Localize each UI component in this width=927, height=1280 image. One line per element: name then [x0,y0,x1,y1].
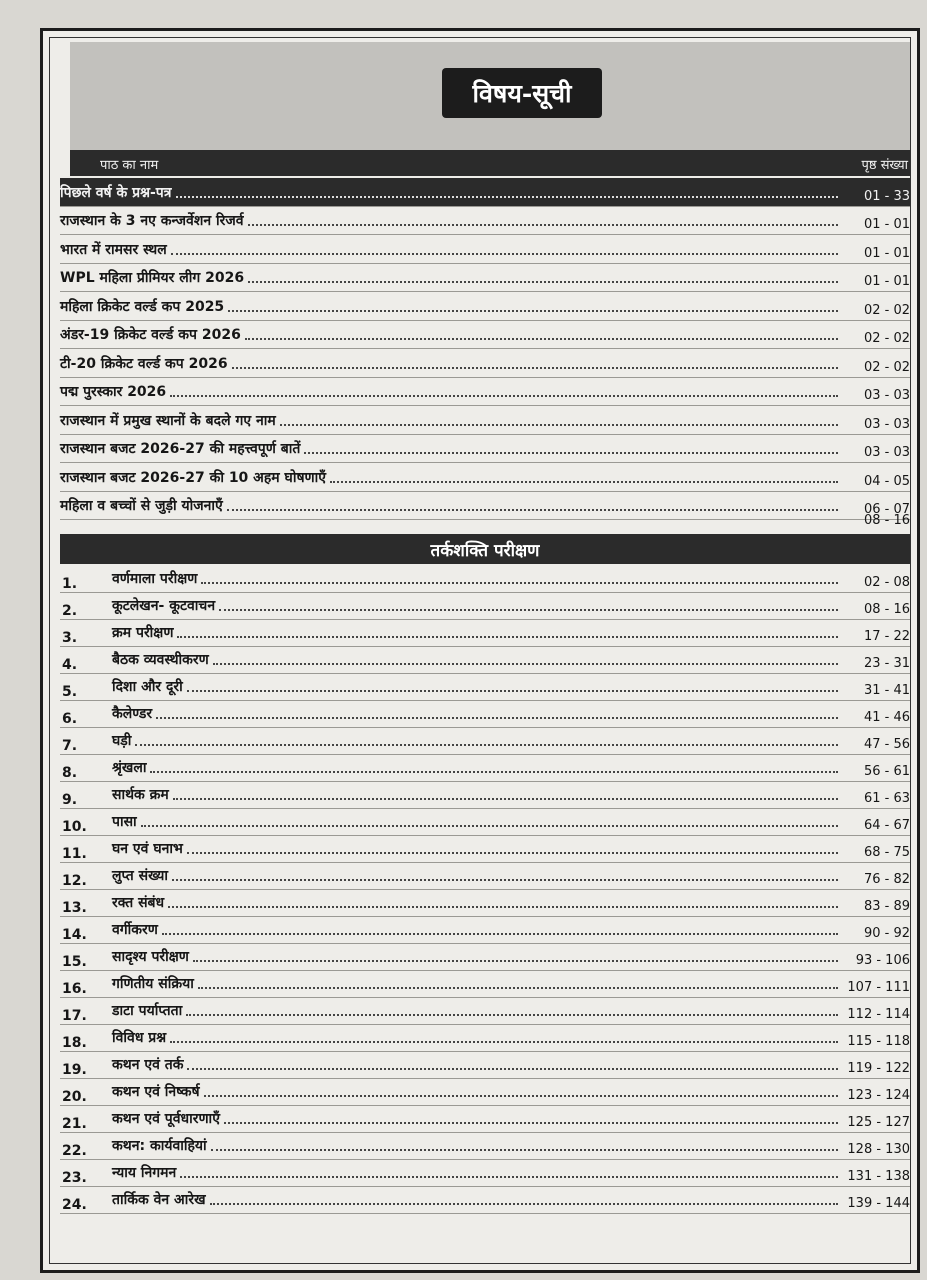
page-range: 03 - 03 [863,388,910,403]
chapter-title: दिशा और दूरी [112,679,183,695]
column-page-header: पृष्ठ संख्या [861,158,908,173]
toc-page [40,28,920,1273]
chapter-number: 8. [62,765,78,781]
chapter-title: विविध प्रश्न [112,1030,167,1046]
chapter-title: न्याय निगमन [112,1165,177,1181]
page-range: 01 - 01 [863,217,910,232]
leader-dots [141,824,838,827]
page-range: 68 - 75 [863,845,910,860]
leader-dots [186,1013,838,1016]
chapter-number: 11. [62,846,87,862]
page-range: 03 - 03 [863,416,910,432]
chapter-number: 4. [62,657,78,673]
toc-row [60,917,910,944]
chapter-number: 6. [62,711,78,727]
toc-row [60,647,910,674]
page-range: 02 - 08 [863,575,910,590]
toc-row [60,944,910,971]
leader-dots [213,662,838,665]
chapter-title: राजस्थान के 3 नए कन्जर्वेशन रिजर्व [60,213,244,229]
leader-dots [187,1067,838,1070]
page-range: 123 - 124 [847,1088,910,1103]
chapter-title: कथन: कार्यवाहियां [112,1138,207,1154]
page-range: 61 - 63 [863,791,910,806]
leader-dots [172,878,838,881]
leader-dots [176,195,839,198]
leader-dots [198,986,838,989]
chapter-title: बैठक व्यवस्थीकरण [112,652,209,668]
leader-dots [177,635,838,638]
chapter-number: 9. [62,792,78,808]
toc-row [60,809,910,836]
toc-row [60,782,910,809]
leader-dots [187,851,838,854]
toc-row [60,463,910,492]
chapter-number: 16. [62,981,87,997]
page-range: 02 - 02 [863,331,910,346]
leader-dots [204,1094,838,1097]
leader-dots [135,743,838,746]
chapter-title: श्रृंखला [112,760,147,776]
toc-row [60,836,910,863]
page-range: 112 - 114 [847,1007,910,1022]
page-range: 23 - 31 [863,656,910,671]
page-range: 56 - 61 [863,764,910,779]
column-header [70,150,910,176]
chapter-title: सार्थक क्रम [112,787,169,803]
chapter-title: कथन एवं पूर्वधारणाएँ [112,1111,220,1127]
chapter-title: राजस्थान में प्रमुख स्थानों के बदले गए नाम [60,412,276,429]
leader-dots [219,608,838,611]
toc-section-current-affairs [60,178,910,520]
page-range: 47 - 56 [863,737,910,752]
page-range: 107 - 111 [847,980,910,995]
page-range: 128 - 130 [847,1142,910,1157]
chapter-number: 12. [62,873,87,889]
leader-dots [187,689,838,692]
leader-dots [304,451,838,454]
toc-row [60,674,910,701]
toc-row [60,1052,910,1079]
page-range: 02 - 02 [863,359,910,375]
leader-dots [228,309,838,312]
toc-row [60,321,910,350]
chapter-number: 22. [62,1143,87,1159]
toc-row [60,701,910,728]
toc-row [60,207,910,236]
chapter-title: पासा [112,814,137,830]
page-range: 01 - 33 [863,188,910,204]
page-range: 125 - 127 [847,1115,910,1130]
chapter-title: WPL महिला प्रीमियर लीग 2026 [60,270,245,286]
chapter-title: पद्म पुरस्कार 2026 [60,384,167,400]
chapter-number: 18. [62,1035,87,1051]
page-range: 41 - 46 [863,710,910,725]
toc-row [60,435,910,464]
toc-row [60,178,910,207]
page-range: 06 - 07 [863,502,910,517]
leader-dots [156,716,838,719]
leader-dots [248,280,838,283]
leader-dots [150,770,838,773]
chapter-number: 17. [62,1008,87,1024]
chapter-title: महिला व बच्चों से जुड़ी योजनाएँ [60,498,223,514]
page-range: 31 - 41 [863,683,910,698]
page-range: 04 - 05 [863,473,910,489]
page-range: 93 - 106 [855,953,910,968]
chapter-title: कैलेण्डर [112,706,153,722]
chapter-number: 1. [62,576,78,592]
chapter-number: 19. [62,1062,87,1078]
toc-row [60,728,910,755]
toc-row [60,349,910,378]
page-range: 139 - 144 [847,1196,910,1211]
section-heading-reasoning: तर्कशक्ति परीक्षण [60,534,910,564]
toc-row [60,406,910,435]
page-range: 17 - 22 [863,629,910,644]
page-frame [49,37,911,1264]
chapter-title: अंडर-19 क्रिकेट वर्ल्ड कप 2026 [60,327,241,343]
page-range: 83 - 89 [863,899,910,914]
chapter-number: 3. [62,630,78,646]
chapter-number: 23. [62,1170,87,1186]
chapter-title: राजस्थान बजट 2026-27 की महत्त्वपूर्ण बातें [60,441,301,457]
toc-row [60,1106,910,1133]
leader-dots [211,1148,838,1151]
chapter-title: कूटलेखन- कूटवाचन [112,598,216,614]
leader-dots [168,905,838,908]
chapter-title: कथन एवं निष्कर्ष [112,1084,200,1100]
toc-row [60,1079,910,1106]
leader-dots [170,394,838,397]
chapter-title: घन एवं घनाभ [112,841,183,857]
toc-row [60,863,910,890]
toc-row [60,593,910,620]
chapter-number: 13. [62,900,87,916]
chapter-number: 5. [62,684,78,700]
page-range: 131 - 138 [847,1169,910,1184]
page-range: 76 - 82 [863,872,910,887]
page-range: 90 - 92 [863,926,910,941]
page-range: 08 - 16 [863,513,910,528]
chapter-title: पिछले वर्ष के प्रश्न-पत्र [60,184,172,201]
toc-row [60,292,910,321]
chapter-title: महिला क्रिकेट वर्ल्ड कप 2025 [60,298,225,315]
toc-row [60,620,910,647]
page-range: 01 - 01 [863,274,910,289]
chapter-title: भारत में रामसर स्थल [60,241,167,258]
leader-dots [173,797,838,800]
chapter-title: घड़ी [112,733,132,749]
leader-dots [193,959,838,962]
toc-row [60,1160,910,1187]
chapter-number: 14. [62,927,87,943]
chapter-title: सादृश्य परीक्षण [112,949,189,965]
leader-dots [224,1121,838,1124]
chapter-number: 10. [62,819,87,835]
chapter-title: कथन एवं तर्क [112,1057,184,1073]
chapter-title: वर्गीकरण [112,922,158,938]
trailing-page-row [60,508,910,530]
toc-row [60,890,910,917]
page-range: 01 - 01 [863,245,910,261]
toc-row [60,1187,910,1214]
leader-dots [245,337,838,340]
page-range: 115 - 118 [847,1034,910,1049]
chapter-number: 21. [62,1116,87,1132]
chapter-title: टी-20 क्रिकेट वर्ल्ड कप 2026 [60,355,228,372]
toc-row [60,1133,910,1160]
page-range: 08 - 16 [863,602,910,617]
leader-dots [280,423,838,426]
toc-row [60,264,910,293]
chapter-number: 15. [62,954,87,970]
chapter-title: राजस्थान बजट 2026-27 की 10 अहम घोषणाएँ [60,469,327,486]
chapter-title: गणितीय संक्रिया [112,976,194,992]
page-range: 03 - 03 [863,445,910,460]
toc-section-reasoning [60,566,910,1214]
leader-dots [248,223,838,226]
leader-dots [170,1040,838,1043]
toc-row [60,1025,910,1052]
leader-dots [210,1202,838,1205]
page-range: 119 - 122 [847,1061,910,1076]
toc-row [60,755,910,782]
chapter-title: क्रम परीक्षण [112,625,174,641]
column-name-header: पाठ का नाम [100,158,159,173]
chapter-number: 24. [62,1197,87,1213]
page-range: 64 - 67 [863,818,910,833]
toc-row [60,998,910,1025]
page-range: 02 - 02 [863,302,910,318]
leader-dots [330,480,838,483]
toc-row [60,566,910,593]
page-title: विषय-सूची [442,68,602,118]
chapter-title: लुप्त संख्या [112,868,169,884]
chapter-title: रक्त संबंध [112,895,165,911]
chapter-title: वर्णमाला परीक्षण [112,571,198,587]
toc-row [60,378,910,407]
chapter-number: 7. [62,738,78,754]
leader-dots [232,366,838,369]
toc-row [60,971,910,998]
chapter-number: 20. [62,1089,87,1105]
leader-dots [201,581,838,584]
chapter-title: तार्किक वेन आरेख [112,1192,206,1208]
leader-dots [162,932,838,935]
leader-dots [180,1175,838,1178]
chapter-number: 2. [62,603,78,619]
toc-row [60,235,910,264]
chapter-title: डाटा पर्याप्तता [112,1003,183,1019]
leader-dots [171,252,838,255]
